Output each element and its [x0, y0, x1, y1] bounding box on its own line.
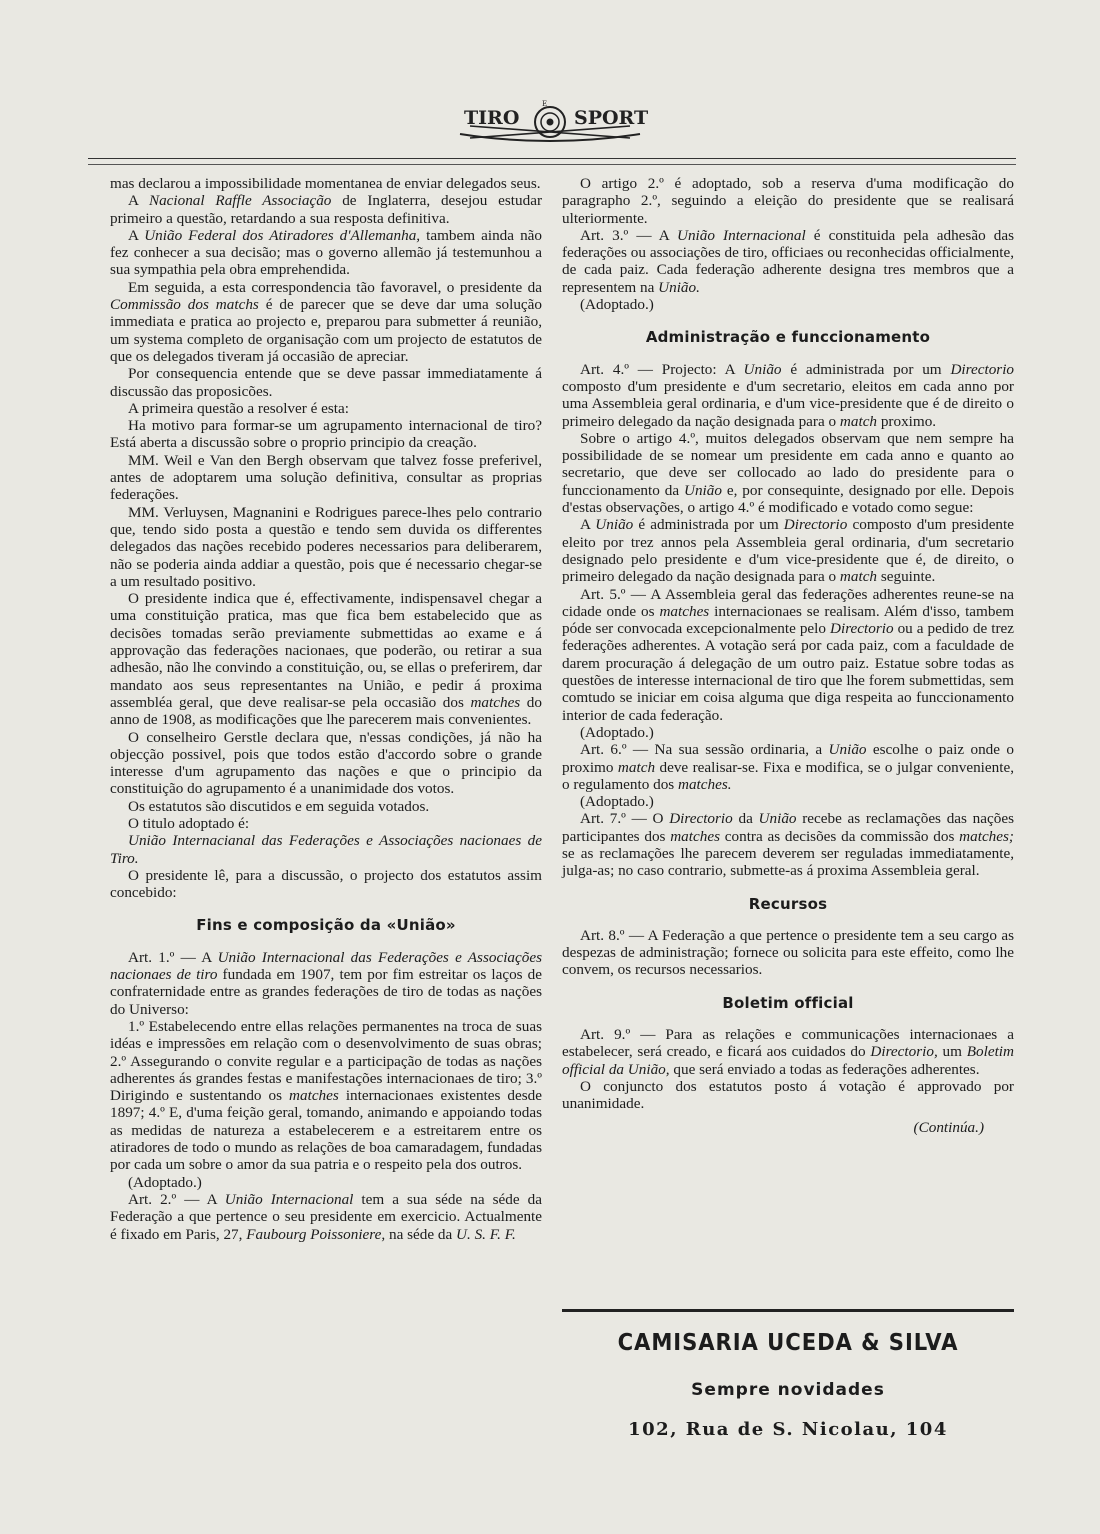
paragraph: A primeira questão a resolver é esta: — [128, 399, 349, 417]
adopted-title: União Internacianal das Federações e Associações nacionaes de Tiro. — [110, 832, 542, 867]
svg-text:E: E — [542, 100, 548, 108]
article-7: Art. 7.º — O Directorio da União recebe as reclamações das nações participantes dos matches contra as decisões da commissão dos matches; se as reclamações lhe parecem deverem ser reguladas immediatamente, julga-as; no caso contrario, submette-as á proxima Assembleia geral. — [562, 810, 1014, 880]
paragraph: A Nacional Raffle Associação de Inglaterra, desejou estudar primeiro a questão, retardando a sua resposta definitiva. — [110, 192, 543, 227]
section-heading: Recursos — [748, 894, 828, 913]
paragraph: Ha motivo para formar-se um agrupamento internacional de tiro? Está aberta a discussão sobre o proprio principio da creação. — [110, 417, 542, 452]
section-heading: Administração e funccionamento — [645, 328, 931, 347]
adopted-note: (Adoptado.) — [580, 723, 654, 741]
article-4: Art. 4.º — Projecto: A União é administrada por um Directorio composto d'um presidente e d'um secretario, eleitos em cada anno por uma Assembleia geral ordinaria, e d'um vice-presidente que é de direito o primeiro delegado da nação designada para o match proximo. — [562, 360, 1015, 430]
article-8: Art. 8.º — A Federação a que pertence o presidente tem a seu cargo as despezas de administração; fornece ou solicita para este effeito, como lhe convem, os recursos necessarios. — [562, 926, 1014, 979]
masthead-tiro: TIRO — [464, 107, 520, 129]
advert-address: 102, Rua de S. Nicolau, 104 — [628, 1419, 948, 1440]
paragraph: O conjuncto dos estatutos posto á votação é approvado por unanimidade. — [562, 1077, 1014, 1113]
left-column — [110, 175, 542, 1243]
article-9: Art. 9.º — Para as relações e communicações internacionaes a estabelecer, será creado, e ficará aos cuidados do Directorio, um Boletim official da União, que será enviado a todas as federações adherentes. — [562, 1026, 1014, 1078]
article-1: Art. 1.º — A União Internacional das Federações e Associações nacionaes de tiro fundada em 1907, tem por fim estreitar os laços de confraternidade entre as grandes federações de tiro de todas as nações do Universo: — [110, 948, 543, 1018]
adopted-note: (Adoptado.) — [580, 296, 654, 314]
right-column — [562, 175, 1014, 1136]
article-1-items: 1.º Estabelecendo entre ellas relações permanentes na troca de suas idéas e impressões em relação com o desenvolvimento de suas obras; 2.º Assegurando o convite regular e a participação de todas as nações adherentes ás grandes festas e manifestações internacionaes de tiro; 3.º Dirigindo e sustentando os matches internacionaes existentes desde 1897; 4.º E, d'uma feição geral, tomando, animando e appoiando todas as medidas de natureza a estabelecerem e a estreitarem entre os atiradores de todo o mundo as relações de boa camaradagem, fundadas por cada um sobre o amor da sua patria e o respeito pela dos outros. — [110, 1017, 542, 1174]
masthead-sport: SPORT — [574, 107, 649, 129]
paragraph: O artigo 2.º é adoptado, sob a reserva d'uma modificação do paragrapho 2.º, seguindo a eleição do presidente que se realisará ulteriormente. — [562, 175, 1014, 227]
paragraph: Os estatutos são discutidos e em seguida votados. — [128, 797, 430, 815]
paragraph: mas declarou a impossibilidade momentanea de enviar delegados seus. — [110, 175, 541, 192]
adopted-note: (Adoptado.) — [128, 1173, 202, 1191]
paragraph: Em seguida, a esta correspondencia tão favoravel, o presidente da Commissão dos matchs é de parecer que se deve dar uma solução immediata e pratica ao projecto e, preparou para submetter á reunião, um systema completo de organisação com um projecto de estatutos de que os delegados tiveram já occasião de apreciar. — [110, 278, 542, 365]
header-rule — [88, 158, 1016, 165]
advert-rule — [562, 1309, 1014, 1312]
paragraph: Por consequencia entende que se deve passar immediatamente á discussão das proposicões. — [110, 365, 542, 400]
paragraph: O titulo adoptado é: — [128, 814, 250, 832]
paragraph: Sobre o artigo 4.º, muitos delegados observam que nem sempre ha possibilidade de se nomear um presidente em cada anno e quanto ao secretario, que deve ser collocado ao lado do presidente para o funccionamento da União e, por consequinte, designado por elle. Depois d'estas observações, o artigo 4.º é modificado e votado como segue: — [562, 429, 1014, 517]
paragraph: A União Federal dos Atiradores d'Allemanha, tambem ainda não fez conhecer a sua decisão; mas o governo allemão já testemunhou a sua sympathia pela obra emprehendida. — [110, 226, 542, 279]
article-3: Art. 3.º — A União Internacional é constituida pela adhesão das federações ou associações de tiro, officiaes ou reconhecidas officialmente, de cada paiz. Cada federação adherente designa tres membros que a representem na União. — [562, 226, 1015, 296]
advert-title: CAMISARIA UCEDA & SILVA — [617, 1330, 959, 1356]
paragraph: O presidente lê, para a discussão, o projecto dos estatutos assim concebido: — [110, 866, 542, 902]
article-5: Art. 5.º — A Assembleia geral das federações adherentes reune-se na cidade onde os matches internacionaes se realisam. Além d'isso, tambem póde ser convocada excepcionalmente pelo Directorio ou a pedido de trez federações adherentes. A votação será por cada paiz, com a faculdade de darem procuração á delegação de um outro paiz. Estatue sobre todas as questões de interesse internacional de tiro que lhe forem submettidas, sem comtudo se iniciar em coisa alguma que diga respeita ao funccionamento interior de cada federação. — [562, 585, 1015, 724]
paragraph: MM. Verluysen, Magnanini e Rodrigues parece-lhes pelo contrario que, tendo sido posta a questão e tendo sem duvida os differentes delegados das nações recebido poderes necessarios para deliberarem, não se poderia ainda addiar a questão, pois que é necessario chegar-se a um resultado positivo. — [110, 503, 542, 590]
section-heading: Boletim official — [722, 993, 854, 1012]
paragraph: O conselheiro Gerstle declara que, n'essas condições, já não ha objecção possivel, pois que todos estão d'accordo sobre o grande interesse d'um agrupamento das nações e que o principio da constituição do agrupamento é a unanimidade dos votos. — [110, 728, 542, 798]
paragraph: A União é administrada por um Directorio composto d'um presidente eleito por trez annos pela Assembleia geral ordinaria, d'um secretario designado pelo presidente e d'um vice-presidente que é, de direito, o primeiro delegado da nação designada para o match seguinte. — [562, 516, 1014, 586]
article-2: Art. 2.º — A União Internacional tem a sua séde na séde da Federação a que pertence o seu presidente em exercicio. Actualmente é fixado em Paris, 27, Faubourg Poissoniere, na séde da U. S. F. F. — [110, 1190, 542, 1243]
section-heading: Fins e composição da «União» — [196, 916, 456, 935]
advert-subtitle: Sempre novidades — [691, 1380, 885, 1400]
adopted-note: (Adoptado.) — [580, 793, 654, 811]
continued-note: (Continúa.) — [913, 1118, 984, 1136]
paragraph: MM. Weil e Van den Bergh observam que talvez fosse preferivel, antes de adoptarem uma solução definitiva, consultar as proprias federações. — [110, 451, 542, 504]
article-6: Art. 6.º — Na sua sessão ordinaria, a União escolhe o paiz onde o proximo match deve realisar-se. Fixa e modifica, se o julgar conveniente, o regulamento dos matches. — [562, 741, 1014, 793]
paragraph: O presidente indica que é, effectivamente, indispensavel chegar a uma constituição pratica, mas que fica bem estabelecido que as decisões tomadas serão previamente submettidas ao exame e á approvação das federações nacionaes, que poderão, ou retirar a sua adhesão, não lhe convindo a constituição, ou, se ellas o preferirem, dar mandato aos seus representantes na União, e pedir á proxima assembléa geral, que deve realisar-se pela occasião dos matches do anno de 1908, as modificações que lhe parecerem mais convenientes. — [110, 590, 542, 729]
masthead-logo — [450, 96, 650, 146]
